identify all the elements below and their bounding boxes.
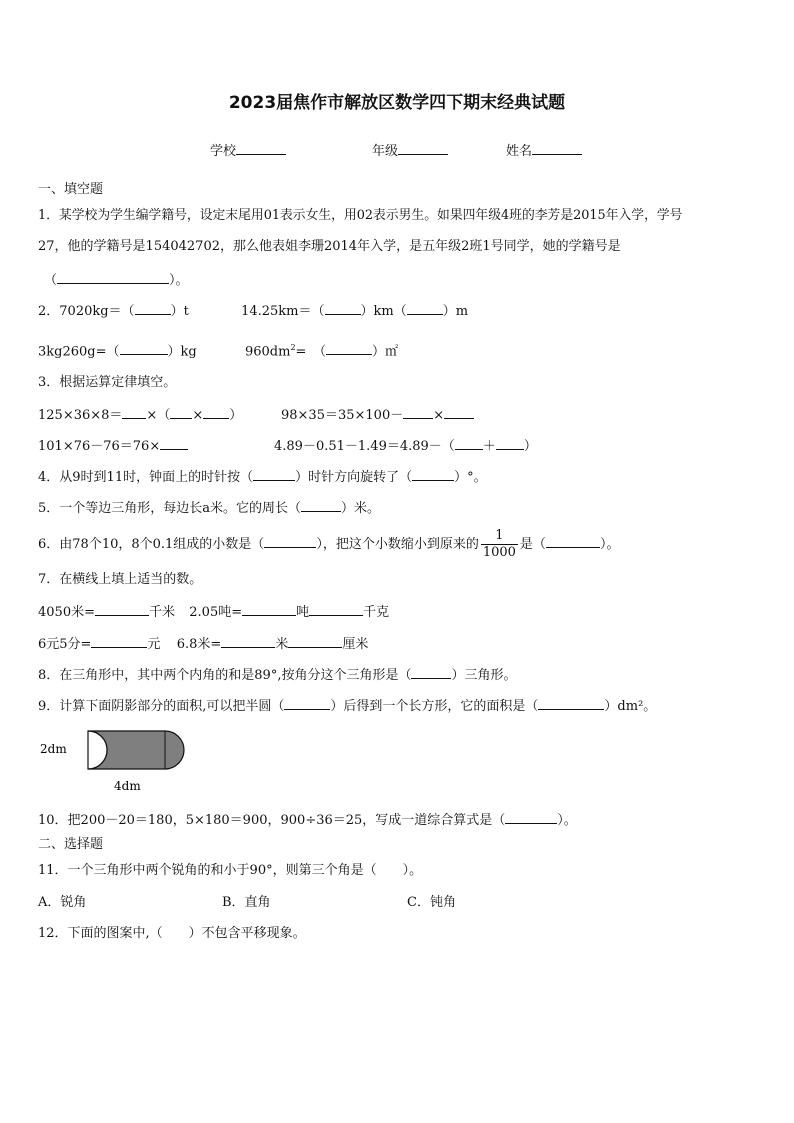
- grade-blank[interactable]: [398, 141, 448, 155]
- q7-line2: 6元5分= 元 6.8米= 米 厘米: [38, 634, 368, 654]
- q7-blank-6[interactable]: [288, 634, 342, 648]
- q3-blank-8[interactable]: [496, 436, 524, 450]
- q3-line1b: 98×35＝35×100－ ×: [281, 405, 474, 425]
- grade-field[interactable]: [372, 140, 448, 159]
- q2-line1: 2．7020kg＝（ ）t 14.25km＝（ ）km（ ）m: [38, 301, 468, 321]
- q7-blank-5[interactable]: [221, 634, 275, 648]
- q3-line1: 125×36×8＝ ×（ × ）: [38, 405, 242, 425]
- name-label: 姓名: [506, 144, 533, 159]
- q5-blank[interactable]: [301, 498, 341, 512]
- q3-line2: 101×76－76＝76×: [38, 436, 188, 456]
- q4-blank-1[interactable]: [253, 467, 295, 481]
- q2-blank-1[interactable]: [135, 301, 171, 315]
- q4-blank-2[interactable]: [412, 467, 454, 481]
- name-blank[interactable]: [532, 141, 582, 155]
- q2-blank-2[interactable]: [325, 301, 361, 315]
- fig-bottom-label: 4dm: [114, 779, 141, 793]
- q3-line2b: 4.89－0.51－1.49＝4.89－（ ＋ ）: [274, 436, 537, 456]
- q2-blank-4[interactable]: [120, 341, 168, 355]
- q7-line1: 4050米= 千米 2.05吨= 吨 千克: [38, 602, 389, 622]
- section-fill-title: 一、填空题: [38, 182, 104, 197]
- q11-option-b[interactable]: B．直角: [222, 895, 271, 910]
- q9-blank-2[interactable]: [538, 696, 604, 710]
- q9-blank-1[interactable]: [284, 696, 330, 710]
- q1-blank[interactable]: [57, 270, 169, 284]
- q3-blank-7[interactable]: [455, 436, 483, 450]
- q7-title: 7．在横线上填上适当的数。: [38, 572, 203, 587]
- q11-option-a[interactable]: A．锐角: [38, 895, 87, 910]
- q6: 6．由78个10，8个0.1组成的小数是（ ），把这个小数缩小到原来的 $\frac{1}{1000}$ 是（ ）。: [38, 528, 620, 560]
- q7-blank-4[interactable]: [91, 634, 147, 648]
- grade-label: 年级: [372, 144, 399, 159]
- q11-option-c[interactable]: C．钝角: [407, 895, 456, 910]
- q10: 10．把200－20＝180，5×180＝900，900÷36＝25，写成一道综合算式是（ ）。: [38, 810, 577, 830]
- shaded-area-figure: [40, 726, 200, 806]
- page-title: 2023届焦作市解放区数学四下期末经典试题: [228, 93, 566, 113]
- q3-blank-6[interactable]: [160, 436, 188, 450]
- school-field[interactable]: [210, 140, 286, 159]
- q8: 8．在三角形中，其中两个内角的和是89°,按角分这个三角形是（ ）三角形。: [38, 665, 516, 685]
- q3-blank-2[interactable]: [170, 405, 192, 419]
- q11-stem: 11．一个三角形中两个锐角的和小于90°，则第三个角是（ ）。: [38, 863, 423, 878]
- q12-stem: 12．下面的图案中,（ ）不包含平移现象。: [38, 926, 306, 941]
- fig-left-label: 2dm: [40, 742, 67, 756]
- q8-blank[interactable]: [411, 665, 451, 679]
- q9: 9．计算下面阴影部分的面积,可以把半圆（ ）后得到一个长方形，它的面积是（ ）dm²。: [38, 696, 656, 716]
- q2-line2: 3kg260g=（ ）kg $960dm^2=$ （ ）㎡: [38, 343, 398, 360]
- q3-title: 3．根据运算定律填空。: [38, 375, 177, 390]
- q1-line1: 1．某学校为学生编学籍号，设定末尾用01表示女生，用02表示男生。如果四年级4班的李芳是2015年入学，学号: [38, 208, 683, 223]
- name-field[interactable]: [506, 140, 582, 159]
- q1-line2: 27，他的学籍号是154042702，那么他表姐李珊2014年入学，是五年级2班1号同学，她的学籍号是: [38, 239, 621, 254]
- q3-blank-1[interactable]: [122, 405, 146, 419]
- q10-blank[interactable]: [505, 810, 557, 824]
- q5: 5．一个等边三角形，每边长a米。它的周长（ ）米。: [38, 498, 380, 518]
- q3-blank-3[interactable]: [203, 405, 229, 419]
- q6-blank-1[interactable]: [264, 534, 316, 548]
- fraction: $\frac{1}{1000}$: [482, 528, 516, 560]
- q3-blank-4[interactable]: [403, 405, 433, 419]
- q4: 4．从9时到11时，钟面上的时针按（ ）时针方向旋转了（ ）°。: [38, 467, 487, 487]
- q2-blank-3[interactable]: [407, 301, 443, 315]
- q2-blank-5[interactable]: [326, 341, 372, 355]
- q7-blank-3[interactable]: [309, 602, 363, 616]
- q1-answer: （ ）。: [44, 270, 189, 290]
- q6-blank-2[interactable]: [546, 534, 600, 548]
- section-choice-title: 二、选择题: [38, 837, 104, 852]
- school-blank[interactable]: [236, 141, 286, 155]
- q7-blank-2[interactable]: [242, 602, 296, 616]
- q7-blank-1[interactable]: [95, 602, 149, 616]
- q3-blank-5[interactable]: [444, 405, 474, 419]
- school-label: 学校: [210, 144, 237, 159]
